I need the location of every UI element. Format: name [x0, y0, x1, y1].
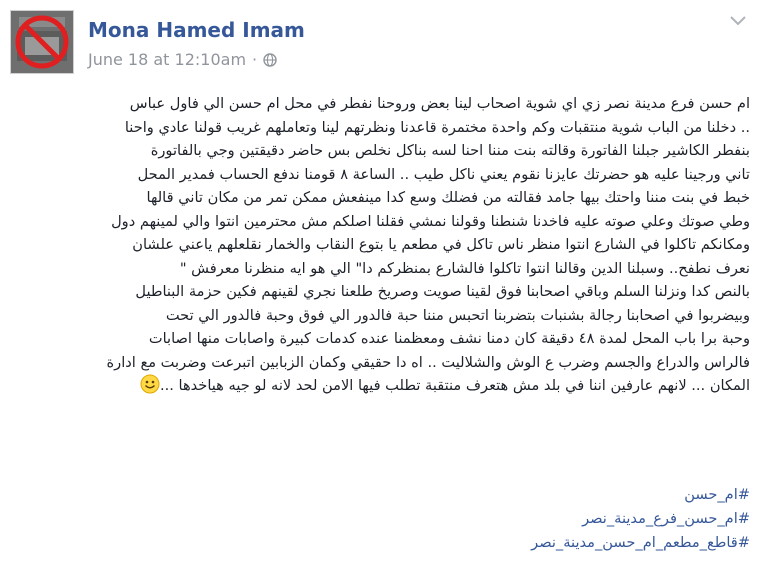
- post-line: وبيضربوا في اصحابنا رجالة بشنبات بتضربنا اتحبس مننا حبة فالدور الي فوق وحبة فالدور الي تحت: [165, 306, 750, 324]
- chevron-down-icon[interactable]: [728, 14, 748, 28]
- hashtag-list: [531, 483, 750, 555]
- hashtag-link[interactable]: #قاطع_مطعم_ام_حسن_مدينة_نصر: [531, 534, 750, 551]
- post-timestamp[interactable]: June 18 at 12:10am: [88, 50, 247, 69]
- post-line: تاني ورجينا عليه هو حضرتك عايزنا نقوم يعني ناكل طيب .. الساعة ٨ قومنا ندفع الحساب فمدير المحل: [137, 165, 750, 183]
- post-line: بالنص كدا ونزلنا السلم وباقي اصحابنا فوق لقينا صويت وصريخ طلعنا نجري لقينهم فكين حزمة البناطيل: [135, 283, 750, 300]
- post-line: خبط في بنت مننا واحتك بيها جامد فقالته من فضلك وسع كدا مينفعش ممكن تمر من مكان تاني قالها: [146, 189, 750, 206]
- post-line: ومكانكم تاكلوا في الشارع انتوا منظر ناس تاكل في مطعم يا بتوع النقاب والخمار نقلعلهم ياعني علشان: [132, 236, 750, 253]
- post-line-last: [12, 374, 750, 398]
- post-body: [12, 92, 750, 398]
- post-line: .. دخلنا من الباب شوية منتقبات وكم واحدة مختمرة قاعدنا ونظرتهم لينا وتعاملهم غريب قولنا عادي واحنا: [124, 118, 750, 136]
- post-line: بنفطر الكاشير جبلنا الفاتورة وقالته بنت مننا احنا لسه بناكل نخلص بس حاضر دقيقتين وجي بالفاتورة: [150, 142, 750, 159]
- post-header: [10, 10, 754, 76]
- post-line: ام حسن فرع مدينة نصر زي اي شوية اصحاب لينا بعض وروحنا نفطر في محل ام حسن الي فاول عباس: [129, 95, 750, 112]
- hashtag-link[interactable]: #ام_حسن: [684, 486, 750, 503]
- post-line: وحبة برا باب المحل لمدة ٤٨ دقيقة كان دمنا نشف ومعظمنا عنده كدمات كبيرة واصابات منها اصابات: [148, 330, 750, 347]
- post-line: نعرف نطفح.. وسبلنا الدين وقالنا انتوا تاكلوا فالشارع بمنظركم دا" الي هو ايه منظرنا معرفش ": [179, 259, 750, 277]
- smiley-icon: [140, 374, 160, 394]
- avatar-image: [11, 11, 73, 73]
- post-line: فالراس والدراع والجسم وضرب ع الوش والشلاليت .. اه دا حقيقي وكمان الزبابين اتبرعت وضربت مع ادارة: [106, 353, 750, 371]
- hashtag-link[interactable]: #ام_حسن_فرع_مدينة_نصر: [582, 510, 750, 527]
- post-line: وطي صوتك وعلي صوته عليه فاخدنا شنطنا وقولنا نمشي فقلنا اصلكم مش محترمين انتوا والي لمينهم دول: [111, 212, 750, 230]
- post-line-text: المكان ... لانهم عارفين اننا في بلد مش هتعرف منتقبة تطلب فيها الامن لحد لانه لو جيه هياخدها ...: [159, 377, 750, 394]
- author-name[interactable]: Mona Hamed Imam: [88, 18, 305, 42]
- post-meta: [88, 50, 277, 69]
- avatar[interactable]: [10, 10, 74, 74]
- meta-separator: ·: [252, 50, 258, 69]
- globe-icon[interactable]: [263, 53, 277, 67]
